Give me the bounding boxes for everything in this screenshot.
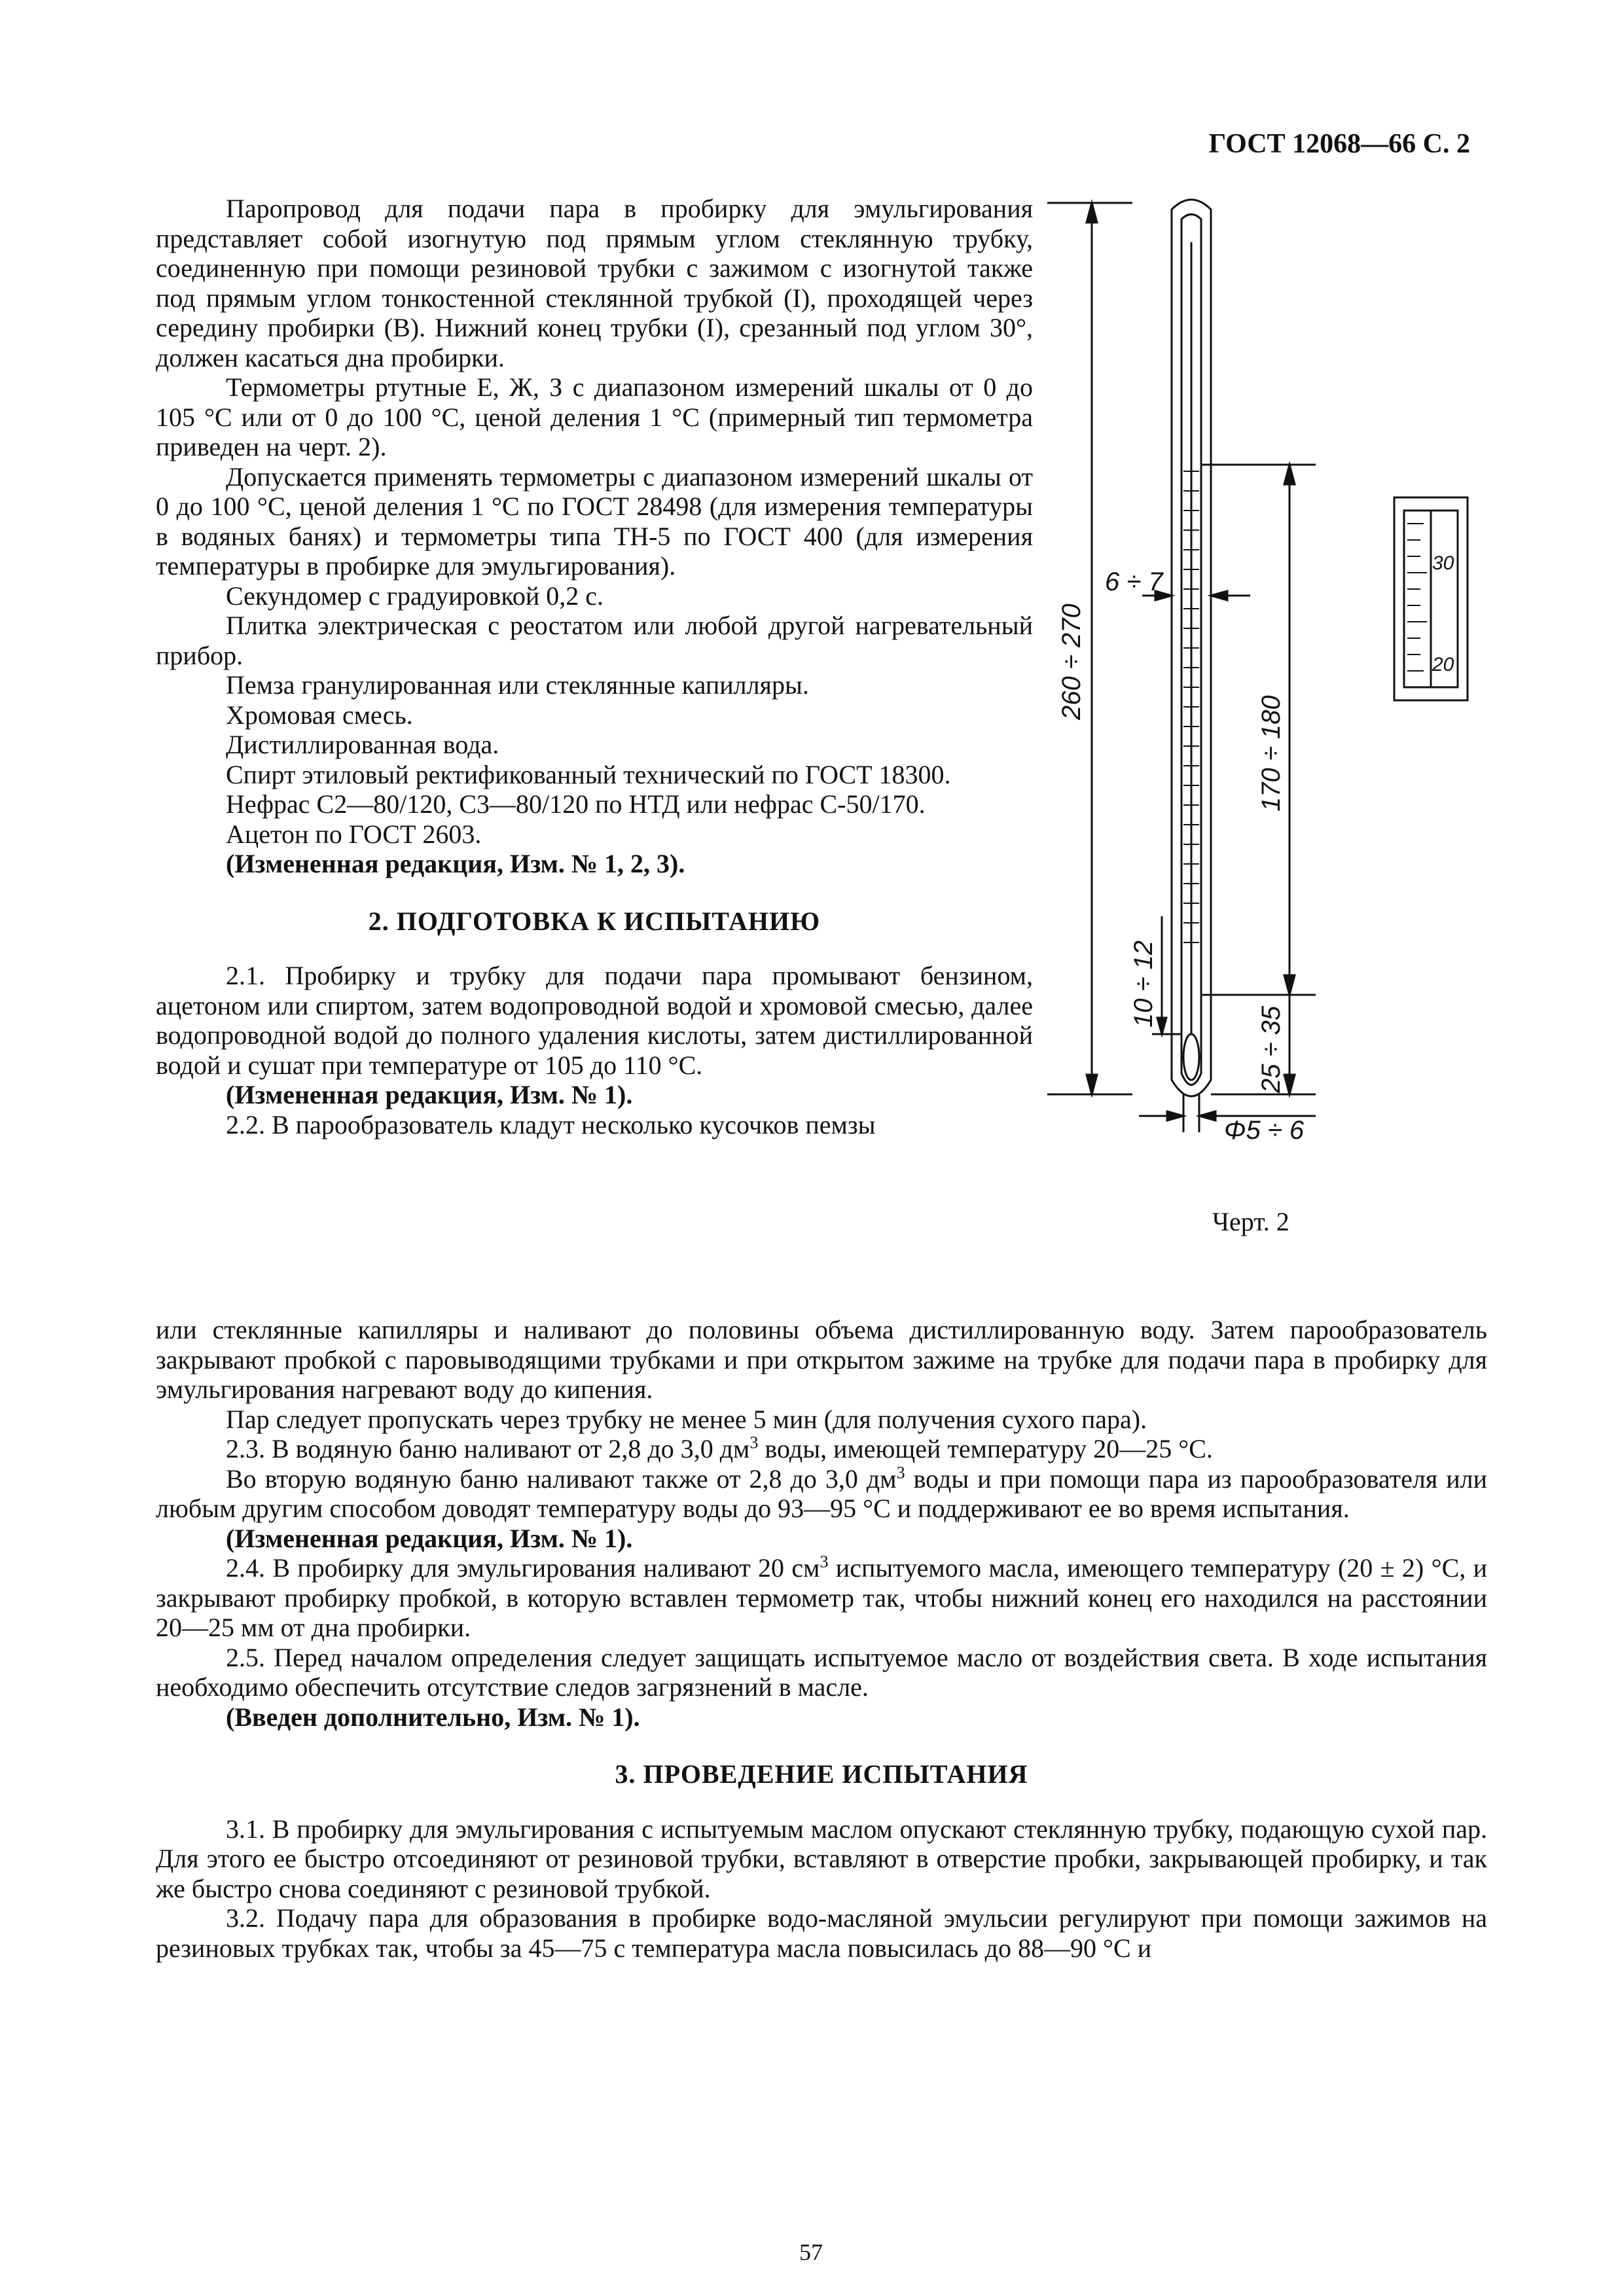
paragraph: Дистиллированная вода.	[226, 730, 499, 759]
detail-label-20: 20	[1432, 654, 1454, 675]
paragraph-3-1: 3.1. В пробирку для эмульгирования с испытуемым маслом опускают стеклянную трубку, подающую сухой пар. Для этого ее быстро отсоединяют от резиновой трубки, вставляют в отверстие пробки, закрывающей пробирку, и так же быстро снова соединяют с резиновой трубкой.	[156, 1814, 1487, 1903]
revision-note: (Введен дополнительно, Изм. № 1).	[226, 1702, 640, 1732]
paragraph-2-3: 2.3. В водяную баню наливают от 2,8 до 3,0 $дм^3$ воды, имеющей температуру 20—25 °С.	[226, 1433, 1213, 1463]
dim-width-label: 6 ÷ 7	[1105, 567, 1163, 596]
figure-caption: Черт. 2	[1212, 1207, 1289, 1236]
dim-bulb-label: 25 ÷ 35	[1257, 1005, 1286, 1093]
paragraph: Пемза гранулированная или стеклянные капилляры.	[226, 670, 809, 700]
paragraph-2-3b: Во вторую водяную баню наливают также от 2,8 до 3,0 $дм^3$ воды и при помощи пара из парообразователя или любым другим способом доводят температуру воды до 93—95 °С и поддерживают ее во время испытания.	[156, 1463, 1488, 1523]
section-3-title: 3. ПРОВЕДЕНИЕ ИСПЫТАНИЯ	[615, 1759, 1028, 1789]
revision-note: (Измененная редакция, Изм. № 1).	[226, 1523, 633, 1553]
paragraph: Ацетон по ГОСТ 2603.	[226, 819, 482, 849]
dim-scale-label: 170 ÷ 180	[1257, 695, 1286, 812]
revision-note: (Измененная редакция, Изм. № 1).	[226, 1080, 633, 1109]
paragraph-2-5: 2.5. Перед началом определения следует защищать испытуемое масло от воздействия света. В ходе испытания необходимо обеспечить отсутствие следов загрязнений в масле.	[156, 1642, 1487, 1702]
revision-note: (Измененная редакция, Изм. № 1, 2, 3).	[226, 849, 685, 878]
page-header: ГОСТ 12068—66 С. 2	[1208, 129, 1470, 159]
paragraph-2-2: или стеклянные капилляры и наливают до половины объема дистиллированную воду. Затем парообразователь закрывают пробкой с паровыводящими трубками и при открытом зажиме на трубке для подачи пара в пробирку для эмульгирования нагревают воду до кипения.	[156, 1315, 1487, 1404]
paragraph-2-4: 2.4. В пробирку для эмульгирования наливают 20 $см^3$ испытуемого масла, имеющего температуру (20 ± 2) °С, и закрывают пробирку пробкой, в которую вставлен термометр так, чтобы нижний конец его находился на расстоянии 20—25 мм от дна пробирки.	[156, 1552, 1488, 1642]
section-2-title: 2. ПОДГОТОВКА К ИСПЫТАНИЮ	[368, 906, 821, 936]
dim-diameter-label: Φ5 ÷ 6	[1224, 1116, 1305, 1145]
paragraph: Паропровод для подачи пара в пробирку для эмульгирования представляет собой изогнутую под прямым углом стеклянную трубку, соединенную при помощи резиновой трубки с зажимом с изогнутой также под прямым углом тонкостенной стеклянной трубкой (I), проходящей через середину пробирки (B). Нижний конец трубки (I), срезанный под углом 30°, должен касаться дна пробирки.	[156, 194, 1033, 372]
paragraph: Термометры ртутные E, Ж, З с диапазоном измерений шкалы от 0 до 105 °С или от 0 до 100 °С, ценой деления 1 °С (примерный тип термометра приведен на черт. 2).	[156, 372, 1033, 461]
paragraph: Допускается применять термометры с диапазоном измерений шкалы от 0 до 100 °С, ценой деления 1 °С по ГОСТ 28498 (для измерения температуры в водяных банях) и термометры типа ТН-5 по ГОСТ 400 (для измерения температуры в пробирке для эмульгирования).	[156, 461, 1033, 581]
dim-total-label: 260 ÷ 270	[1057, 603, 1086, 720]
paragraph-3-2: 3.2. Подачу пара для образования в пробирке водо-масляной эмульсии регулируют при помощи зажимов на резиновых трубках так, чтобы за 45—75 с температура масла повысилась до 88—90 °С и	[156, 1903, 1487, 1963]
paragraph: Хромовая смесь.	[226, 700, 413, 730]
paragraph-2-2-start: 2.2. В парообразователь кладут несколько кусочков пемзы	[226, 1109, 876, 1139]
paragraph: Плитка электрическая с реостатом или любой другой нагревательный прибор.	[156, 611, 1033, 670]
paragraph: Секундомер с градуировкой 0,2 с.	[226, 581, 604, 611]
paragraph-2-1: 2.1. Пробирку и трубку для подачи пара промывают бензином, ацетоном или спиртом, затем водопроводной водой и хромовой смесью, далее водопроводной водой до полного удаления кислоты, затем дистиллированной водой и сушат при температуре от 105 до 110 °С.	[156, 961, 1033, 1080]
dim-bottom-label: 10 ÷ 12	[1129, 940, 1158, 1028]
paragraph: Нефрас С2—80/120, С3—80/120 по НТД или нефрас С-50/170.	[226, 789, 926, 819]
paragraph-2-2b: Пар следует пропускать через трубку не менее 5 мин (для получения сухого пара).	[226, 1404, 1147, 1434]
left-column	[156, 194, 1033, 1139]
paragraph: Спирт этиловый ректификованный технический по ГОСТ 18300.	[226, 759, 951, 789]
page-number: 57	[799, 2239, 823, 2265]
full-width-text	[156, 1315, 1487, 1963]
thermometer-figure	[1028, 183, 1538, 1152]
detail-label-30: 30	[1432, 552, 1454, 574]
